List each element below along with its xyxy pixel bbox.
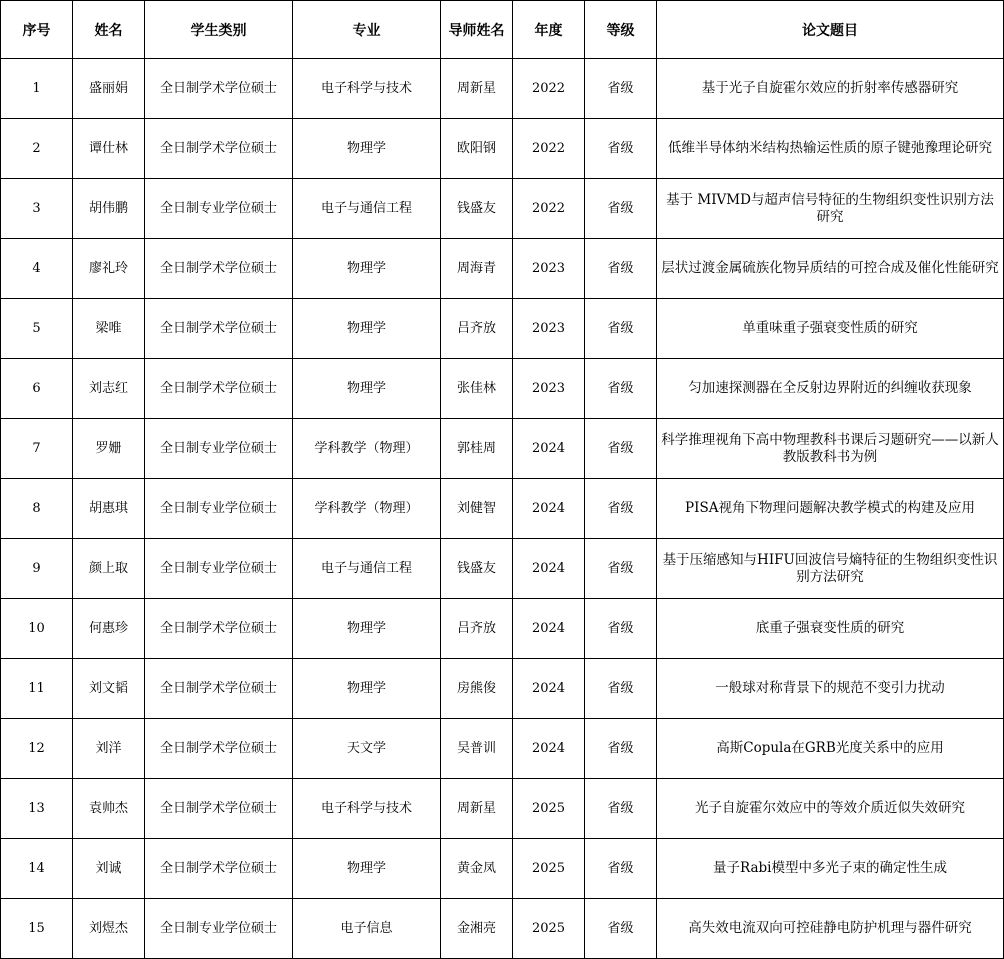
- cell-thesis-title: 基于压缩感知与HIFU回波信号熵特征的生物组织变性识别方法研究: [657, 539, 1004, 599]
- cell-year: 2024: [513, 659, 585, 719]
- table-row: [1, 299, 1004, 359]
- cell-student-type: 全日制学术学位硕士: [145, 359, 293, 419]
- cell-advisor: 吴普训: [441, 719, 513, 779]
- cell-index: 10: [1, 599, 73, 659]
- cell-level: 省级: [585, 659, 657, 719]
- table-row: [1, 659, 1004, 719]
- cell-student-type: 全日制学术学位硕士: [145, 659, 293, 719]
- cell-advisor: 周新星: [441, 59, 513, 119]
- cell-name: 刘煜杰: [73, 899, 145, 959]
- cell-student-type: 全日制专业学位硕士: [145, 539, 293, 599]
- cell-name: 罗姗: [73, 419, 145, 479]
- cell-year: 2022: [513, 119, 585, 179]
- cell-level: 省级: [585, 719, 657, 779]
- cell-level: 省级: [585, 179, 657, 239]
- cell-name: 廖礼玲: [73, 239, 145, 299]
- cell-advisor: 吕齐放: [441, 599, 513, 659]
- cell-student-type: 全日制学术学位硕士: [145, 599, 293, 659]
- cell-index: 11: [1, 659, 73, 719]
- cell-level: 省级: [585, 539, 657, 599]
- cell-thesis-title: 单重味重子强衰变性质的研究: [657, 299, 1004, 359]
- cell-name: 胡伟鹏: [73, 179, 145, 239]
- cell-year: 2022: [513, 179, 585, 239]
- cell-name: 袁帅杰: [73, 779, 145, 839]
- cell-major: 电子科学与技术: [293, 779, 441, 839]
- cell-major: 电子信息: [293, 899, 441, 959]
- cell-year: 2023: [513, 239, 585, 299]
- cell-index: 2: [1, 119, 73, 179]
- header-name: 姓名: [73, 1, 145, 59]
- cell-major: 学科教学（物理）: [293, 419, 441, 479]
- header-row: [1, 1, 1004, 59]
- cell-student-type: 全日制学术学位硕士: [145, 719, 293, 779]
- cell-student-type: 全日制专业学位硕士: [145, 899, 293, 959]
- table-body: [1, 59, 1004, 959]
- header-year: 年度: [513, 1, 585, 59]
- cell-advisor: 刘健智: [441, 479, 513, 539]
- table-row: [1, 359, 1004, 419]
- cell-level: 省级: [585, 239, 657, 299]
- cell-name: 刘洋: [73, 719, 145, 779]
- cell-year: 2024: [513, 479, 585, 539]
- header-advisor: 导师姓名: [441, 1, 513, 59]
- table-row: [1, 179, 1004, 239]
- cell-major: 物理学: [293, 239, 441, 299]
- cell-advisor: 张佳林: [441, 359, 513, 419]
- cell-advisor: 欧阳钢: [441, 119, 513, 179]
- cell-thesis-title: 底重子强衰变性质的研究: [657, 599, 1004, 659]
- cell-student-type: 全日制专业学位硕士: [145, 179, 293, 239]
- cell-advisor: 吕齐放: [441, 299, 513, 359]
- cell-advisor: 房熊俊: [441, 659, 513, 719]
- cell-thesis-title: 高失效电流双向可控硅静电防护机理与器件研究: [657, 899, 1004, 959]
- cell-year: 2024: [513, 599, 585, 659]
- cell-level: 省级: [585, 839, 657, 899]
- cell-thesis-title: 基于 MIVMD与超声信号特征的生物组织变性识别方法研究: [657, 179, 1004, 239]
- cell-year: 2023: [513, 299, 585, 359]
- cell-year: 2024: [513, 539, 585, 599]
- cell-thesis-title: 科学推理视角下高中物理教科书课后习题研究——以新人教版教科书为例: [657, 419, 1004, 479]
- cell-advisor: 钱盛友: [441, 539, 513, 599]
- cell-advisor: 黄金凤: [441, 839, 513, 899]
- cell-level: 省级: [585, 599, 657, 659]
- cell-advisor: 周海青: [441, 239, 513, 299]
- cell-student-type: 全日制专业学位硕士: [145, 419, 293, 479]
- cell-index: 4: [1, 239, 73, 299]
- cell-major: 电子与通信工程: [293, 179, 441, 239]
- cell-index: 5: [1, 299, 73, 359]
- cell-level: 省级: [585, 779, 657, 839]
- cell-advisor: 钱盛友: [441, 179, 513, 239]
- cell-advisor: 金湘亮: [441, 899, 513, 959]
- table-row: [1, 899, 1004, 959]
- cell-major: 物理学: [293, 839, 441, 899]
- cell-index: 13: [1, 779, 73, 839]
- header-student-type: 学生类别: [145, 1, 293, 59]
- cell-major: 天文学: [293, 719, 441, 779]
- table-row: [1, 59, 1004, 119]
- cell-thesis-title: 基于光子自旋霍尔效应的折射率传感器研究: [657, 59, 1004, 119]
- cell-major: 学科教学（物理）: [293, 479, 441, 539]
- cell-major: 物理学: [293, 119, 441, 179]
- header-thesis-title: 论文题目: [657, 1, 1004, 59]
- cell-advisor: 郭桂周: [441, 419, 513, 479]
- cell-index: 7: [1, 419, 73, 479]
- cell-student-type: 全日制专业学位硕士: [145, 479, 293, 539]
- cell-year: 2025: [513, 899, 585, 959]
- cell-level: 省级: [585, 479, 657, 539]
- cell-thesis-title: 匀加速探测器在全反射边界附近的纠缠收获现象: [657, 359, 1004, 419]
- cell-student-type: 全日制学术学位硕士: [145, 239, 293, 299]
- table-row: [1, 419, 1004, 479]
- cell-major: 电子与通信工程: [293, 539, 441, 599]
- table-row: [1, 239, 1004, 299]
- cell-level: 省级: [585, 59, 657, 119]
- table-row: [1, 599, 1004, 659]
- cell-thesis-title: 高斯Copula在GRB光度关系中的应用: [657, 719, 1004, 779]
- cell-year: 2022: [513, 59, 585, 119]
- cell-major: 物理学: [293, 359, 441, 419]
- header-index: 序号: [1, 1, 73, 59]
- cell-year: 2024: [513, 419, 585, 479]
- cell-index: 6: [1, 359, 73, 419]
- cell-index: 9: [1, 539, 73, 599]
- cell-student-type: 全日制学术学位硕士: [145, 839, 293, 899]
- cell-name: 刘文韬: [73, 659, 145, 719]
- cell-major: 物理学: [293, 299, 441, 359]
- cell-index: 14: [1, 839, 73, 899]
- cell-name: 盛丽娟: [73, 59, 145, 119]
- cell-year: 2025: [513, 839, 585, 899]
- table-row: [1, 539, 1004, 599]
- cell-name: 刘志红: [73, 359, 145, 419]
- cell-name: 颜上取: [73, 539, 145, 599]
- cell-level: 省级: [585, 119, 657, 179]
- cell-level: 省级: [585, 299, 657, 359]
- cell-student-type: 全日制学术学位硕士: [145, 299, 293, 359]
- cell-index: 3: [1, 179, 73, 239]
- cell-student-type: 全日制学术学位硕士: [145, 59, 293, 119]
- cell-level: 省级: [585, 359, 657, 419]
- cell-thesis-title: 量子Rabi模型中多光子束的确定性生成: [657, 839, 1004, 899]
- cell-index: 8: [1, 479, 73, 539]
- table-row: [1, 719, 1004, 779]
- cell-name: 何惠珍: [73, 599, 145, 659]
- cell-level: 省级: [585, 419, 657, 479]
- cell-major: 物理学: [293, 659, 441, 719]
- table-row: [1, 479, 1004, 539]
- cell-name: 谭仕林: [73, 119, 145, 179]
- cell-thesis-title: 光子自旋霍尔效应中的等效介质近似失效研究: [657, 779, 1004, 839]
- cell-year: 2023: [513, 359, 585, 419]
- table-row: [1, 779, 1004, 839]
- cell-major: 物理学: [293, 599, 441, 659]
- cell-thesis-title: 层状过渡金属硫族化物异质结的可控合成及催化性能研究: [657, 239, 1004, 299]
- table-row: [1, 119, 1004, 179]
- cell-thesis-title: PISA视角下物理问题解决教学模式的构建及应用: [657, 479, 1004, 539]
- cell-index: 15: [1, 899, 73, 959]
- cell-index: 1: [1, 59, 73, 119]
- cell-name: 刘诚: [73, 839, 145, 899]
- cell-year: 2024: [513, 719, 585, 779]
- header-level: 等级: [585, 1, 657, 59]
- header-major: 专业: [293, 1, 441, 59]
- cell-advisor: 周新星: [441, 779, 513, 839]
- table-header: [1, 1, 1004, 59]
- cell-level: 省级: [585, 899, 657, 959]
- cell-index: 12: [1, 719, 73, 779]
- cell-name: 梁唯: [73, 299, 145, 359]
- cell-student-type: 全日制学术学位硕士: [145, 779, 293, 839]
- cell-thesis-title: 一般球对称背景下的规范不变引力扰动: [657, 659, 1004, 719]
- cell-name: 胡惠琪: [73, 479, 145, 539]
- cell-thesis-title: 低维半导体纳米结构热输运性质的原子键弛豫理论研究: [657, 119, 1004, 179]
- cell-student-type: 全日制学术学位硕士: [145, 119, 293, 179]
- cell-year: 2025: [513, 779, 585, 839]
- table-row: [1, 839, 1004, 899]
- cell-major: 电子科学与技术: [293, 59, 441, 119]
